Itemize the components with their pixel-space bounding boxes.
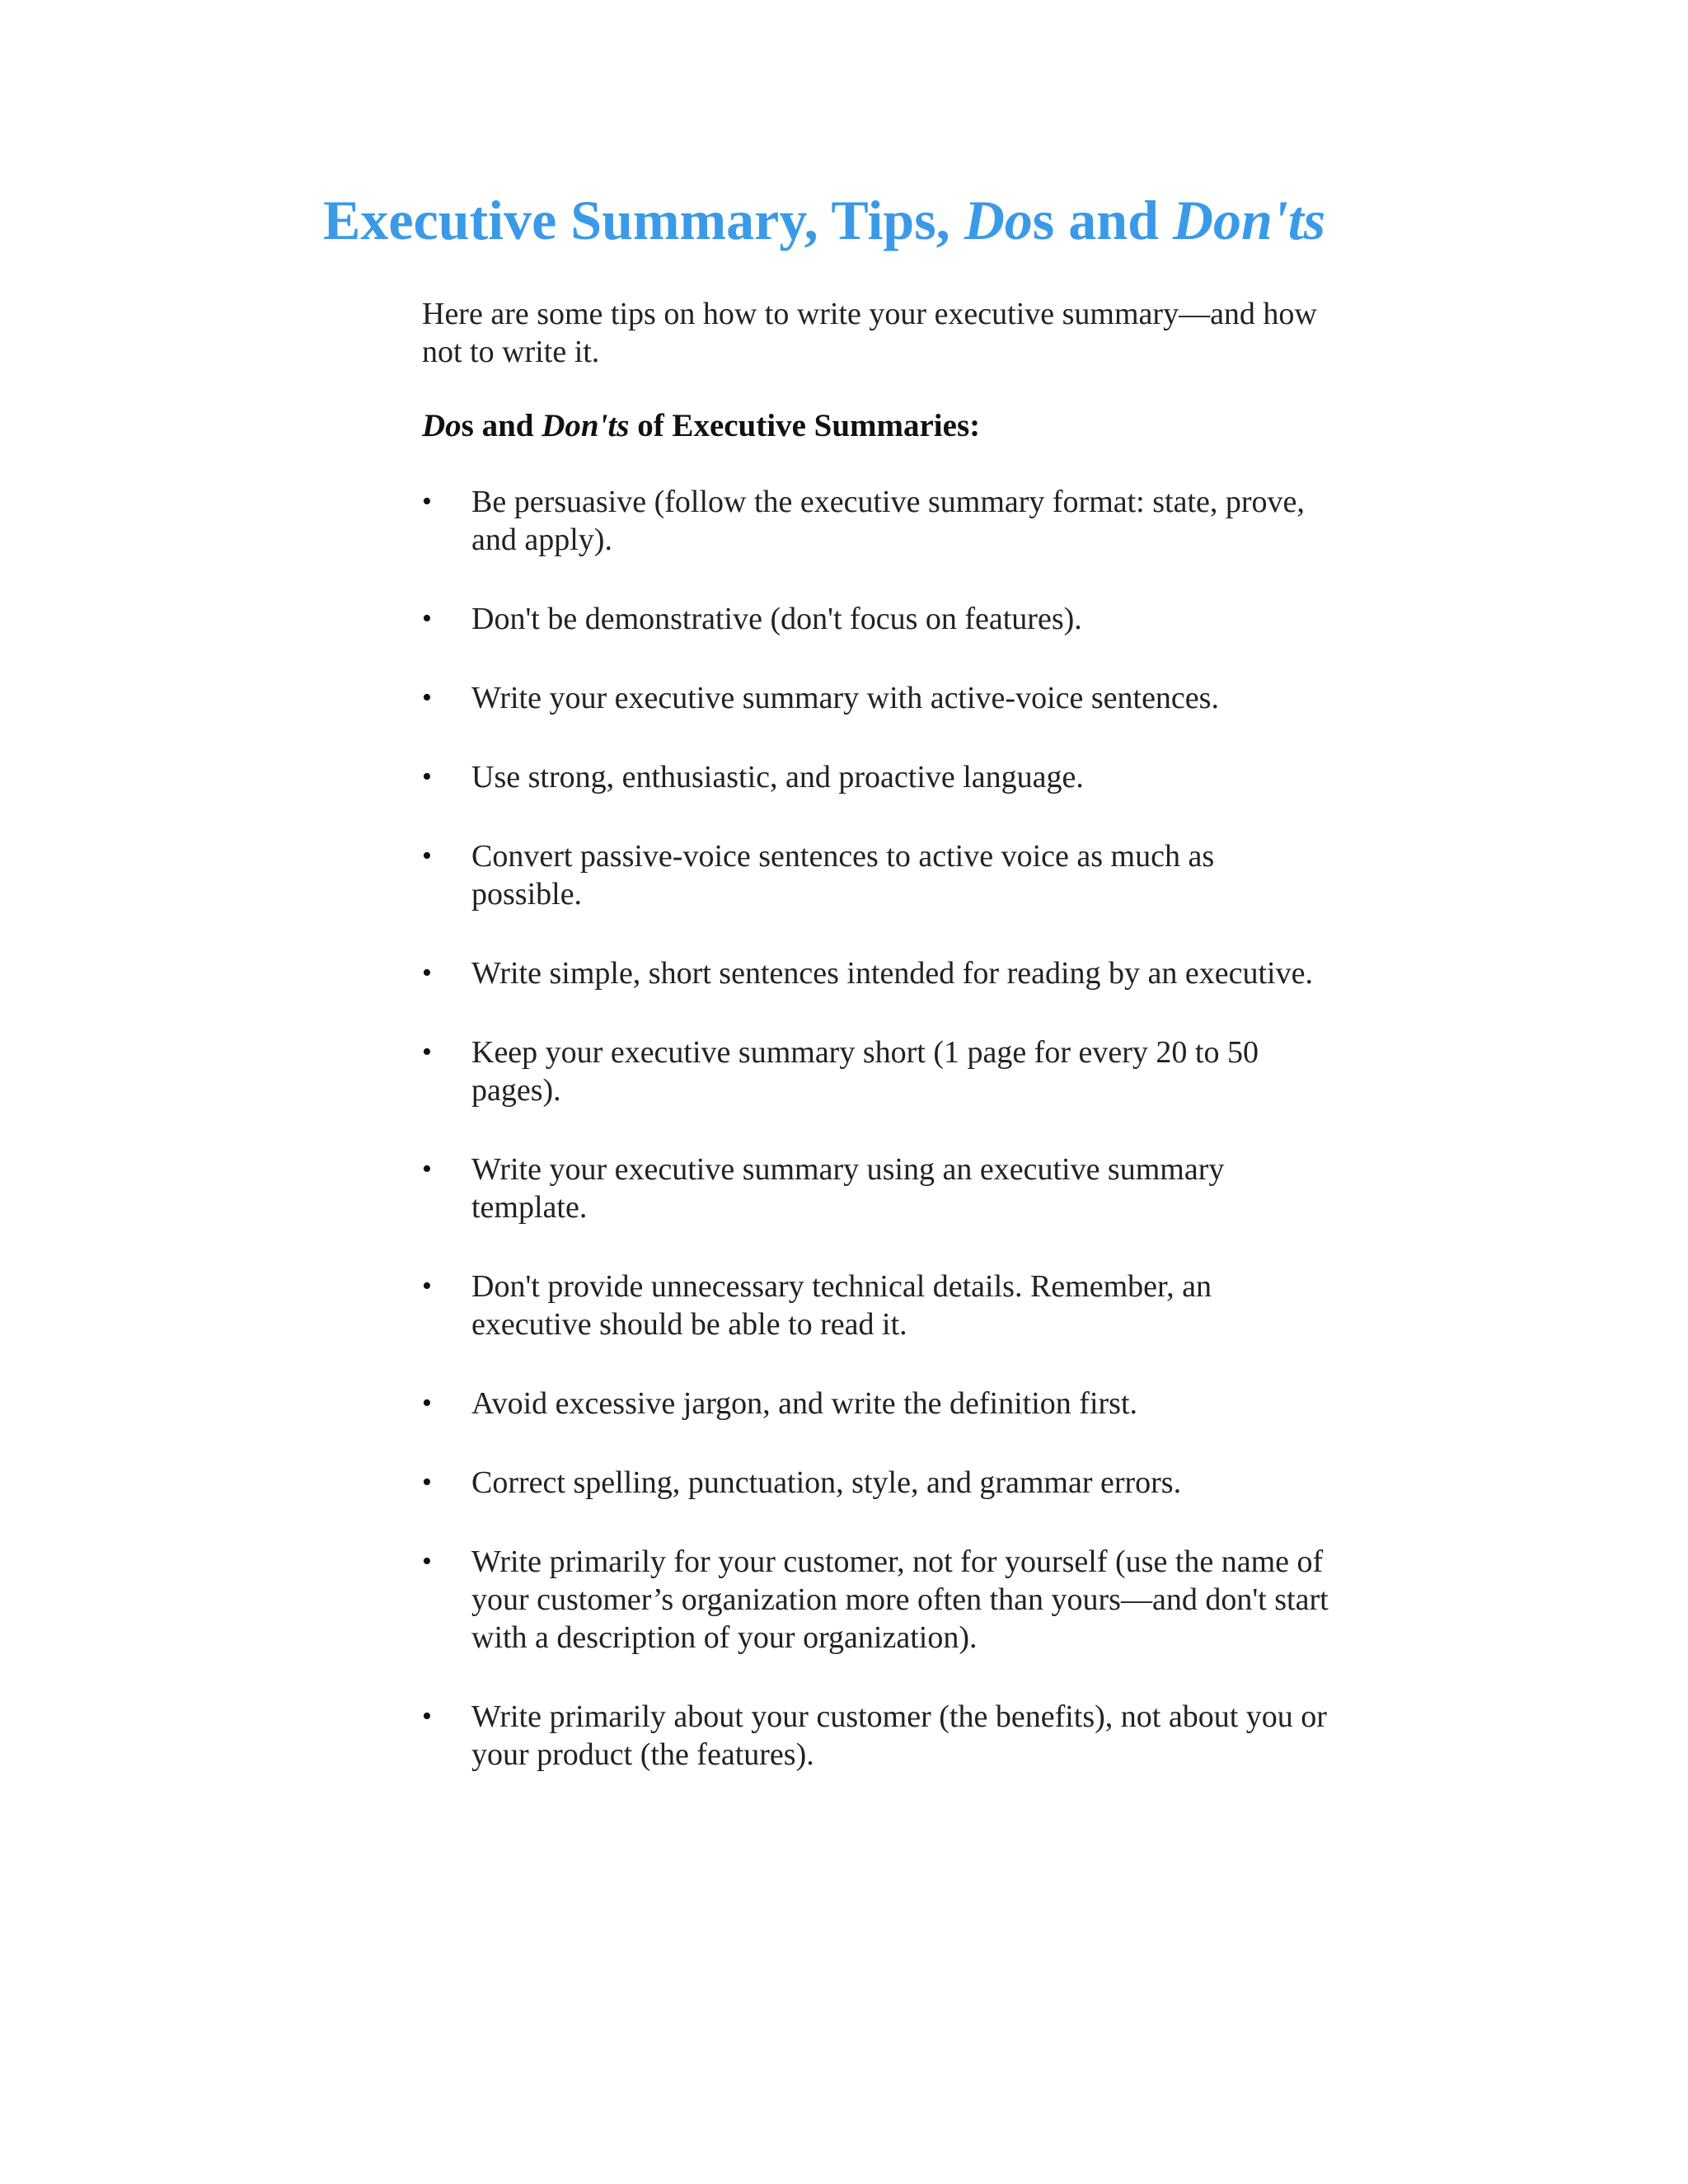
bullet-icon: • [422,841,432,871]
list-item [422,1151,1329,1226]
list-item [422,679,1329,717]
tip-text: Write primarily about your customer (the benefits), not about you or your product (the features). [471,1699,1327,1772]
bullet-icon: • [422,1467,432,1497]
section-heading [422,407,1329,445]
bullet-icon: • [422,682,432,713]
tip-text: Avoid excessive jargon, and write the definition first. [471,1386,1138,1421]
list-item [422,954,1329,992]
tip-text: Keep your executive summary short (1 page for every 20 to 50 pages). [471,1035,1259,1108]
bullet-icon: • [422,1154,432,1184]
list-item [422,483,1329,559]
tip-text: Be persuasive (follow the executive summary format: state, prove, and apply). [471,485,1305,557]
bullet-icon: • [422,762,432,792]
bullet-icon: • [422,486,432,517]
bullet-icon: • [422,958,432,988]
document-body [422,295,1329,1815]
list-item [422,1543,1329,1657]
tip-text: Write simple, short sentences intended for reading by an executive. [471,956,1313,991]
bullet-icon: • [422,1388,432,1418]
list-item [422,1033,1329,1109]
tip-text: Don't be demonstrative (don't focus on features). [471,602,1082,636]
bullet-icon: • [422,1546,432,1577]
tip-text: Write your executive summary with active-voice sentences. [471,681,1219,715]
intro-paragraph: Here are some tips on how to write your executive summary—and how not to write it. [422,297,1317,369]
tip-text: Convert passive-voice sentences to active voice as much as possible. [471,839,1215,912]
list-item [422,837,1329,913]
bullet-icon: • [422,1271,432,1301]
bullet-icon: • [422,603,432,634]
title-prefix: Executive Summary, Tips, [323,189,964,251]
tips-list [422,483,1329,1774]
title-dont: Don'ts [1172,189,1326,251]
tip-text: Don't provide unnecessary technical details. Remember, an executive should be able to read it. [471,1269,1212,1342]
tip-text: Write your executive summary using an executive summary template. [471,1152,1225,1225]
page-title [323,190,1325,251]
list-item [422,1698,1329,1774]
list-item [422,1385,1329,1422]
tip-text: Write primarily for your customer, not for yourself (use the name of your customer’s organization more often than yours—and don't start with a description of your organization). [471,1544,1329,1655]
list-item [422,1464,1329,1502]
bullet-icon: • [422,1701,432,1732]
list-item [422,758,1329,796]
tip-text: Correct spelling, punctuation, style, and grammar errors. [471,1465,1182,1500]
title-do: Do [964,189,1033,251]
heading-dont: Don'ts [542,408,630,443]
heading-do: Do [422,408,462,443]
title-middle: s and [1032,189,1173,251]
heading-suffix: of Executive Summaries: [629,408,981,443]
tip-text: Use strong, enthusiastic, and proactive language. [471,760,1084,794]
list-item [422,600,1329,638]
heading-middle: s and [461,408,542,443]
list-item [422,1268,1329,1343]
bullet-icon: • [422,1037,432,1067]
